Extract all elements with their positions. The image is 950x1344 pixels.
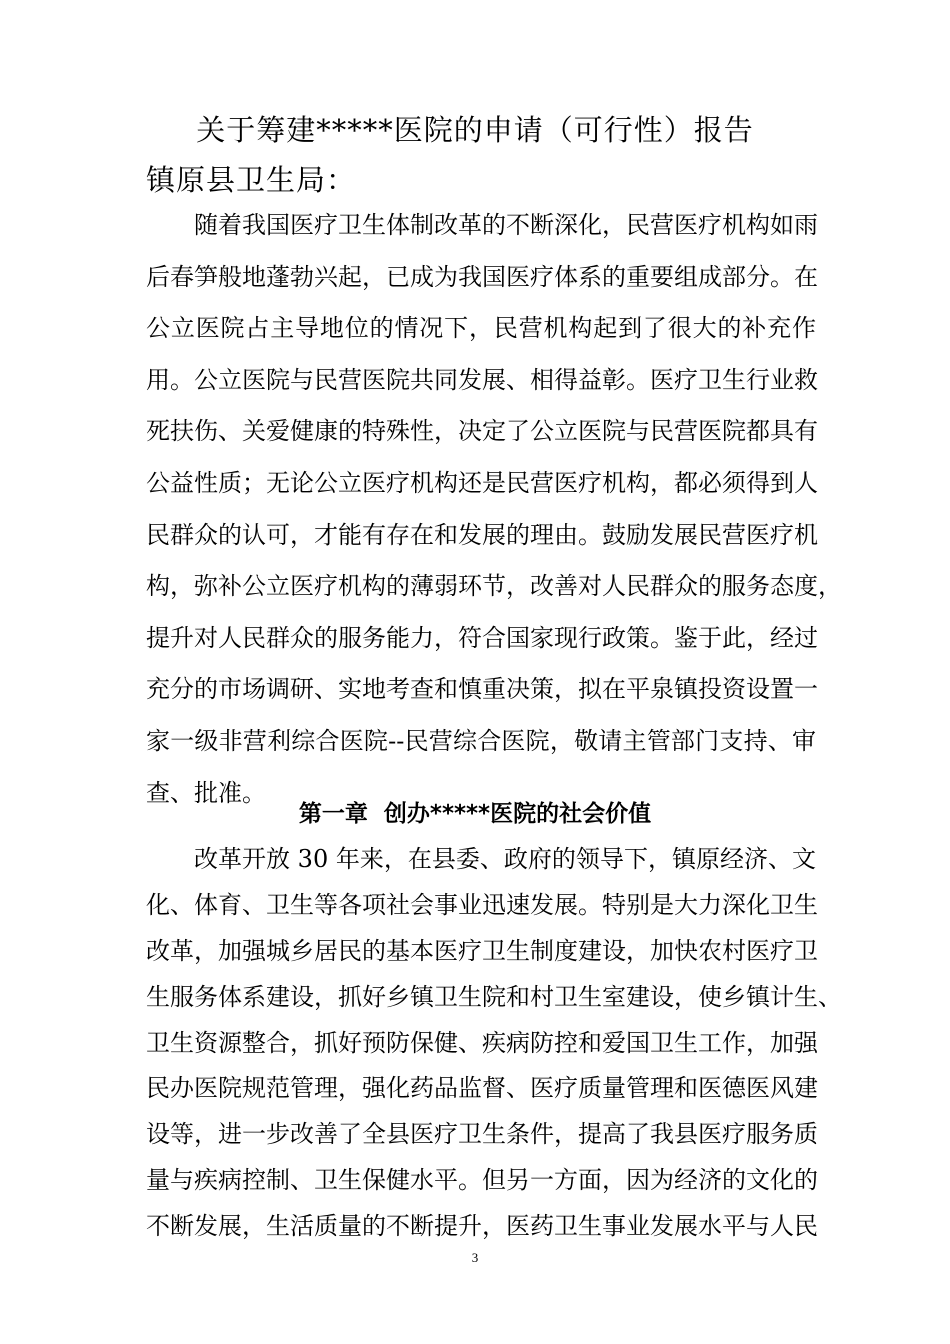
document-title: 关于筹建*****医院的申请（可行性）报告	[196, 113, 754, 147]
chapter-line: 不断发展，生活质量的不断提升，医药卫生事业发展水平与人民	[146, 1212, 818, 1241]
intro-line: 死扶伤、关爱健康的特殊性，决定了公立医院与民营医院都具有	[146, 417, 818, 446]
intro-line: 民群众的认可，才能有存在和发展的理由。鼓励发展民营医疗机	[146, 520, 818, 549]
intro-line: 公立医院占主导地位的情况下，民营机构起到了很大的补充作	[146, 314, 816, 343]
intro-line: 查、批准。	[146, 778, 266, 807]
chapter-line: 改革，加强城乡居民的基本医疗卫生制度建设，加快农村医疗卫	[146, 936, 818, 965]
chapter-paragraph	[146, 841, 842, 1254]
intro-line: 构，弥补公立医疗机构的薄弱环节，改善对人民群众的服务态度，	[146, 572, 842, 601]
chapter-line: 量与疾病控制、卫生保健水平。但另一方面，因为经济的文化的	[146, 1166, 818, 1195]
chapter-line: 民办医院规范管理，强化药品监督、医疗质量管理和医德医风建	[146, 1074, 818, 1103]
chapter-line: 卫生资源整合，抓好预防保健、疾病防控和爱国卫生工作，加强	[146, 1028, 818, 1057]
chapter-line: 改革开放 30 年来，在县委、政府的领导下，镇原经济、文	[146, 845, 816, 873]
intro-line: 充分的市场调研、实地考查和慎重决策，拟在平泉镇投资设置一	[146, 675, 818, 704]
chapter-line: 生服务体系建设，抓好乡镇卫生院和村卫生室建设，使乡镇计生、	[146, 982, 842, 1011]
intro-line: 家一级非营利综合医院--民营综合医院，敬请主管部门支持、审	[146, 726, 816, 755]
intro-line: 提升对人民群众的服务能力，符合国家现行政策。鉴于此，经过	[146, 623, 818, 652]
intro-line: 随着我国医疗卫生体制改革的不断深化，民营医疗机构如雨	[146, 211, 818, 239]
intro-paragraph	[146, 207, 842, 826]
page-number: 3	[471, 1250, 479, 1265]
intro-line: 公益性质；无论公立医疗机构还是民营医疗机构，都必须得到人	[146, 468, 818, 497]
intro-line: 后春笋般地蓬勃兴起，已成为我国医疗体系的重要组成部分。在	[146, 262, 818, 291]
chapter-line: 化、体育、卫生等各项社会事业迅速发展。特别是大力深化卫生	[146, 890, 818, 919]
intro-line: 用。公立医院与民营医院共同发展、相得益彰。医疗卫生行业救	[146, 365, 818, 394]
chapter-line: 设等，进一步改善了全县医疗卫生条件，提高了我县医疗服务质	[146, 1120, 818, 1149]
chapter-heading: 第一章 创办*****医院的社会价值	[298, 801, 652, 827]
recipient-salutation: 镇原县卫生局：	[146, 163, 357, 197]
